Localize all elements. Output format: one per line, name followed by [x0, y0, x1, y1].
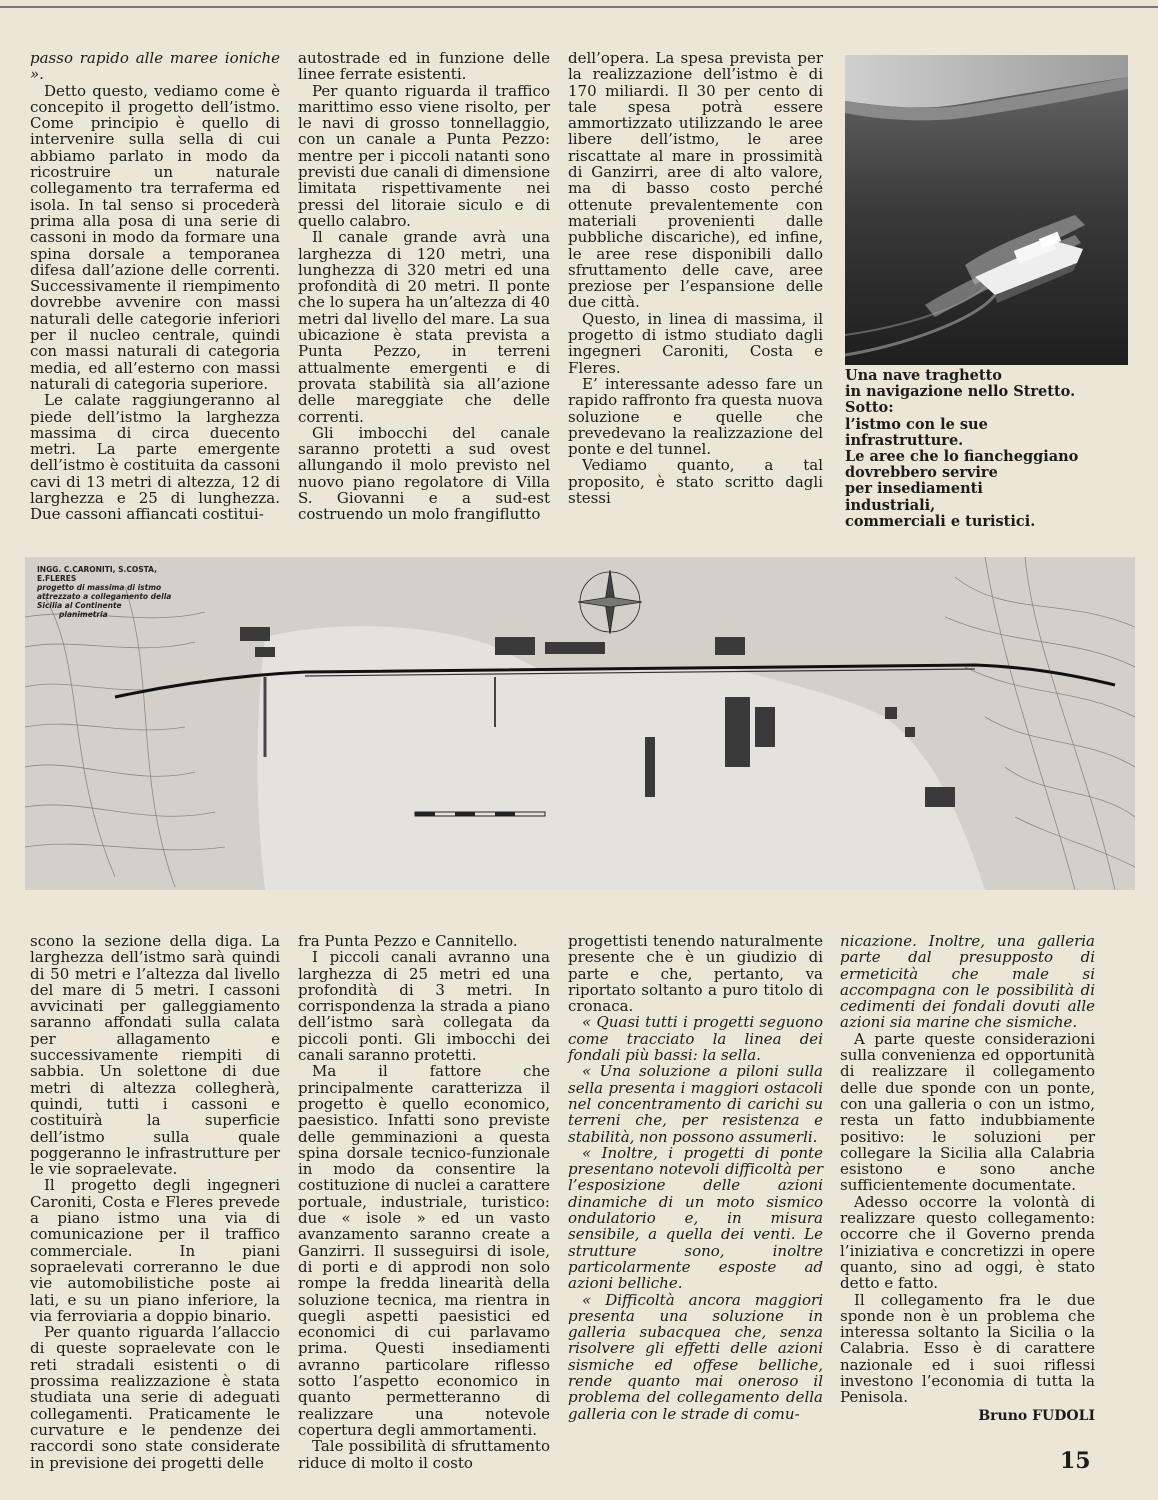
caption-line: l’istmo con le sue	[845, 415, 988, 433]
paragraph: Il canale grande avrà una larghezza di 120 metri, una lunghezza di 320 metri ed una profondità di 20 metri. Il ponte che lo supera ha un’altezza di 40 metri dal livello del mare. La sua ubicazione è stata prevista a Punta Pezzo, in terreni attualmente emergenti e di provata stabilità sia all’azione delle mareggiate che delle correnti.	[298, 228, 550, 426]
paragraph: Gli imbocchi del canale saranno protetti a sud ovest allungando il molo previsto nel nuovo piano regolatore di Villa S. Giovanni e a sud-est costruendo un molo frangiflutto	[298, 423, 550, 524]
page-number: 15	[1060, 1448, 1091, 1474]
paragraph: Detto questo, vediamo come è concepito il progetto dell’istmo. Come principio è quello di intervenire sulla sella di cui abbiamo parlato in modo da ricostruire un naturale collegamento tra terraferma ed isola. In tal senso si procederà prima alla posa di una serie di cassoni in modo da formare una spina dorsale a temporanea difesa dall’azione delle correnti. Successivamente il riempimento dovrebbe avvenire con massi naturali delle categorie inferiori per il nucleo centrale, quindi con massi naturali di categoria media, ed all’esterno con massi naturali di categoria superiore.	[30, 81, 280, 393]
caption-line: per insediamenti	[845, 480, 983, 498]
paragraph: « Quasi tutti i progetti seguono come tracciato la linea dei fondali più bassi: la sella.	[568, 1013, 823, 1065]
caption-line: industriali,	[845, 496, 936, 514]
paragraph: Il progetto degli ingegneri Caroniti, Costa e Fleres prevede a piano istmo una via di comunicazione per il traffico commerciale. In piani sopraelevati correranno le due vie automobilistiche poste ai lati, e su un piano inferiore, la via ferroviaria a doppio binario.	[30, 1176, 280, 1325]
map-title-label	[37, 565, 177, 619]
paragraph: scono la sezione della diga. La larghezza dell’istmo sarà quindi di 50 metri e l’altezza dal livello del mare di 5 metri. I cassoni avvicinati per galleggiamento saranno affondati sulla calata per allagamento e successivamente riempiti di sabbia. Un solettone di due metri di altezza collegherà, quindi, tutti i cassoni e costituirà la superficie dell’istmo sulla quale poggeranno le infrastrutture per le vie sopraelevate.	[30, 932, 280, 1179]
caption-line: Una nave traghetto	[845, 367, 1002, 384]
paragraph: « Difficoltà ancora maggiori presenta una soluzione in galleria subacquea che, senza risolvere gli effetti delle azioni sismiche ed offese belliche, rende quanto mai oneroso il problema del collegamento della galleria con le strade di comu-	[568, 1290, 823, 1423]
caption-line: dovrebbero servire	[845, 464, 998, 482]
paragraph: dell’opera. La spesa prevista per la realizzazione dell’istmo è di 170 miliardi. Il 30 per cento di tale spesa potrà essere ammortizzato utilizzando le aree libere dell’istmo, le aree riscattate al mare in prossimità di Ganzirri, aree di alto valore, ma di basso costo perché ottenute prevalentemente con materiali provenienti dalle pubbliche discariche), ed infine, le aree rese disponibili dallo sfruttamento delle cave, aree preziose per l’espansione delle due città.	[568, 49, 823, 312]
article-column-bottom-2	[298, 933, 550, 1471]
map-label-planimetria: planimetria	[59, 610, 108, 619]
paragraph: E’ interessante adesso fare un rapido raffronto fra questa nuova soluzione e quelle che prevedevano la realizzazione del ponte e del tunnel.	[568, 374, 823, 459]
paragraph: nicazione. Inoltre, una galleria parte dal presupposto di ermeticità che male si accompagna con le possibilità di cedimenti dei fondali dovuti alle azioni sia marine che sismiche.	[840, 932, 1095, 1032]
caption-line: in navigazione nello Stretto.	[845, 383, 1076, 401]
map-label-project: progetto di massima di istmo attrezzato a collegamento della Sicilia al Continente	[37, 583, 172, 610]
paragraph: Per quanto riguarda il traffico marittimo esso viene risolto, per le navi di grosso tonnellaggio, con un canale a Punta Pezzo: mentre per i piccoli natanti sono previsti due canali di dimensione limitata rispettivamente nei pressi del litoraie siculo e di quello calabro.	[298, 81, 550, 230]
map-label-engineers: INGG. C.CARONITI, S.COSTA, E.FLERES	[37, 565, 157, 583]
paragraph: Il collegamento fra le due sponde non è un problema che interessa soltanto la Sicilia o la Calabria. Esso è di carattere nazionale ed i suoi riflessi investono l’economia di tutta la Penisola.	[840, 1290, 1095, 1407]
paragraph: passo rapido alle maree ioniche ».	[30, 49, 280, 84]
paragraph: fra Punta Pezzo e Cannitello.	[298, 932, 518, 950]
paragraph: « Una soluzione a piloni sulla sella presenta i maggiori ostacoli nel concentramento di carichi su terreni che, per resistenza e stabilità, non possono assumerli.	[568, 1062, 823, 1146]
paragraph: « Inoltre, i progetti di ponte presentano notevoli difficoltà per l’esposizione delle azioni dinamiche di un moto sismico ondulatorio e, in misura sensibile, a quella dei venti. Le strutture sono, inoltre particolarmente esposte ad azioni belliche.	[568, 1143, 823, 1293]
paragraph: Vediamo quanto, a tal proposito, è stato scritto dagli stessi	[568, 456, 823, 508]
paragraph: Ma il fattore che principalmente caratterizza il progetto è quello economico, paesistico. Infatti sono previste delle gemminazioni a questa spina dorsale tecnico-funzionale in modo da consentire la costituzione di nuclei a carattere portuale, industriale, turistico: due « isole » ed un vasto avanzamento saranno create a Ganzirri. Il susseguirsi di isole, di porti e di approdi non solo rompe la fredda linearità della soluzione tecnica, ma rientra in quegli aspetti paesistici ed economici di cui parlavamo prima. Questi insediamenti avranno particolare riflesso sotto l’aspetto economico in quanto permetteranno di realizzare una notevole copertura degli ammortamenti.	[298, 1062, 550, 1439]
article-column-bottom-4	[840, 933, 1095, 1424]
caption-line: infrastrutture.	[845, 431, 964, 449]
article-column-top-3	[568, 50, 823, 506]
paragraph: Le calate raggiungeranno al piede dell’istmo la larghezza massima di circa duecento metri. La parte emergente dell’istmo è costituita da cassoni cavi di 13 metri di altezza, 12 di larghezza e 25 di lunghezza. Due cassoni affiancati costitui-	[30, 391, 280, 524]
top-rule	[0, 6, 1158, 8]
isthmus-planimetry-map	[25, 557, 1135, 890]
paragraph: Adesso occorre la volontà di realizzare questo collegamento: occorre che il Governo prenda l’iniziativa e concretizzi in opere quanto, sino ad oggi, è stato detto e fatto.	[840, 1192, 1095, 1293]
ferry-photo	[845, 55, 1128, 365]
paragraph: autostrade ed in funzione delle linee ferrate esistenti.	[298, 49, 550, 84]
paragraph: Questo, in linea di massima, il progetto di istmo studiato dagli ingegneri Caroniti, Costa e Fleres.	[568, 309, 823, 377]
article-column-top-2	[298, 50, 550, 523]
article-column-bottom-3	[568, 933, 823, 1422]
caption-line: commerciali e turistici.	[845, 512, 1036, 530]
paragraph: progettisti tenendo naturalmente presente che è un giudizio di parte e che, pertanto, va riportato soltanto a puro titolo di cronaca.	[568, 932, 823, 1016]
paragraph: I piccoli canali avranno una larghezza di 25 metri ed una profondità di 3 metri. In corrispondenza la strada a piano dell’istmo sarà collegata da piccoli ponti. Gli imbocchi dei canali saranno protetti.	[298, 948, 550, 1065]
paragraph: Tale possibilità di sfruttamento riduce di molto il costo	[298, 1437, 550, 1472]
caption-line: Le aree che lo fiancheggiano	[845, 448, 1079, 466]
article-column-top-1	[30, 50, 280, 523]
paragraph: A parte queste considerazioni sulla convenienza ed opportunità di realizzare il collegamento delle due sponde con un ponte, con una galleria o con un istmo, resta un fatto indubbiamente positivo: le soluzioni per collegare la Sicilia alla Calabria esistono e sono anche sufficientemente documentate.	[840, 1029, 1095, 1195]
paragraph: Per quanto riguarda l’allaccio di queste sopraelevate con le reti stradali esistenti o di prossima realizzazione è stata studiata una serie di adeguati collegamenti. Praticamente le curvature e le pendenze dei raccordi sono state considerate in previsione dei progetti delle	[30, 1323, 280, 1472]
photo-caption	[845, 368, 1145, 530]
author-signature: Bruno FUDOLI	[978, 1407, 1095, 1424]
article-column-bottom-1	[30, 933, 280, 1471]
caption-line: Sotto:	[845, 399, 894, 417]
